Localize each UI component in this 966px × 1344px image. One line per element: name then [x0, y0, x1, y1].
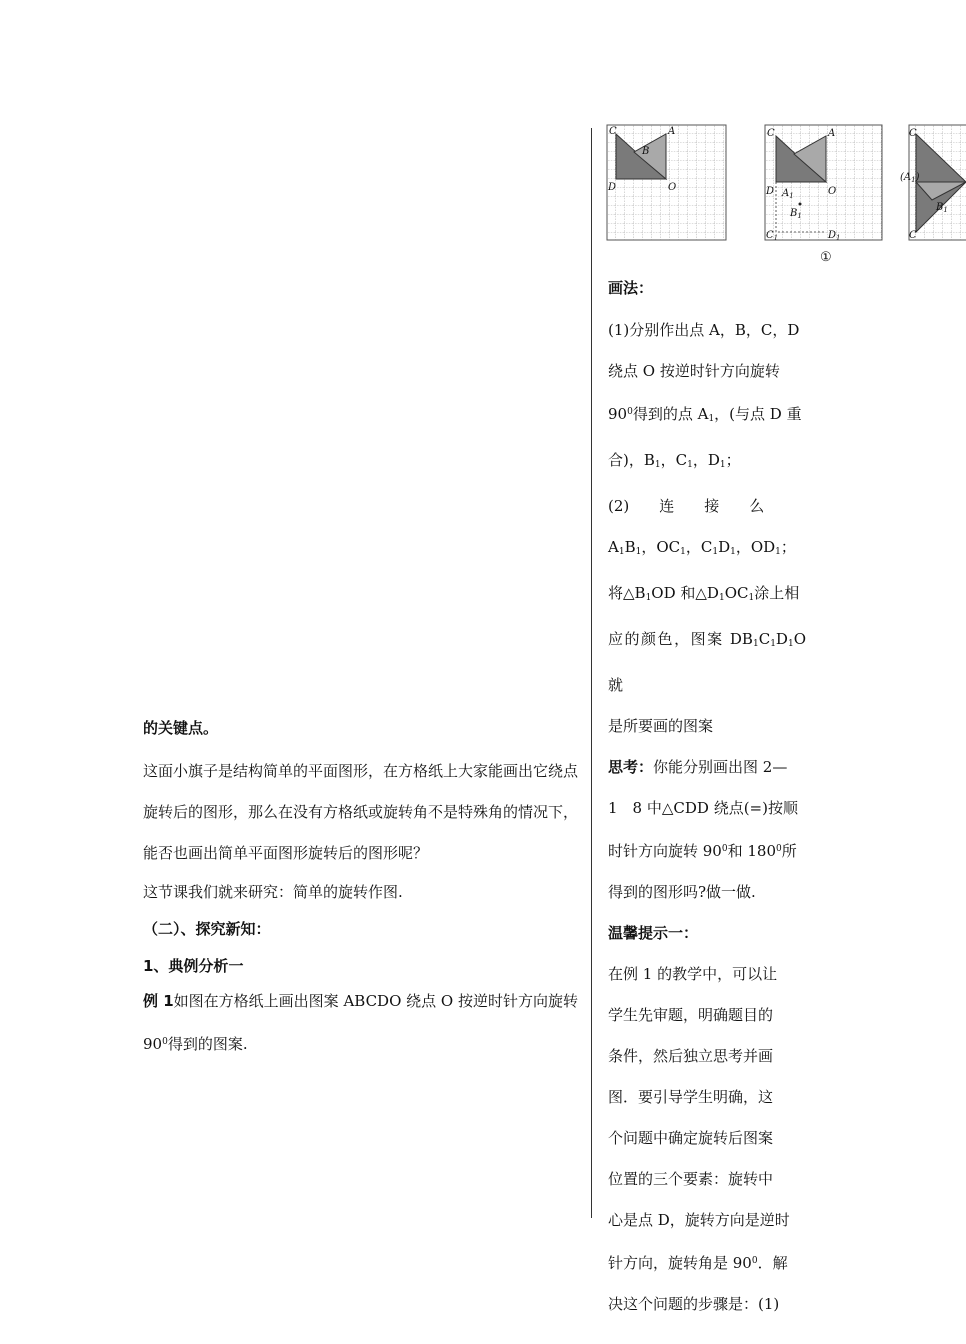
tip-line-5: 个问题中确定旋转后图案: [608, 1129, 774, 1147]
example-1-label: 例 1: [143, 992, 174, 1010]
label-c-2: C: [767, 128, 775, 139]
grid-figure-rotated-90: [764, 124, 884, 242]
step2-line-a: (2) 连 接 么: [608, 497, 765, 515]
label-c1-3: C: [909, 230, 917, 241]
label-d: D: [608, 182, 617, 193]
tip-heading: 温馨提示一：: [608, 924, 699, 942]
think-line-d: 得到的图形吗?做一做.: [608, 883, 756, 901]
label-b1-3: $B_1$: [936, 202, 948, 214]
tip-line-3: 条件，然后独立思考并画: [608, 1047, 774, 1065]
figure-caption: ①: [820, 250, 832, 265]
step1-line-d: 合)，$B_1$，$C_1$，$D_1$；: [608, 451, 741, 470]
label-c1: $C_1$: [766, 230, 779, 242]
tip-line-8: 针方向，旋转角是 $90^0$．解: [608, 1254, 788, 1272]
label-a: A: [668, 126, 676, 137]
step1-line-a: (1)分别作出点 A，B，C，D: [608, 321, 800, 339]
lesson-topic-paragraph: 这节课我们就来研究：简单的旋转作图.: [143, 883, 403, 901]
example-1-tail: 得到的图案.: [167, 1035, 248, 1053]
step3-line-c: 是所要画的图案: [608, 717, 714, 735]
left-column: [143, 718, 583, 1065]
intro-paragraph: 这面小旗子是结构简单的平面图形，在方格纸上大家能画出它绕点旋转后的图形，那么在没有方格纸或旋转角不是特殊角的情况下，能否也画出简单平面图形旋转后的图形呢？: [143, 762, 579, 862]
label-a1-paren: $(A_1)$: [900, 172, 920, 184]
label-d1: $D_1$: [828, 230, 841, 242]
think-line-a: 思考：你能分别画出图 2—: [608, 758, 788, 776]
tip-line-6: 位置的三个要素：旋转中: [608, 1170, 774, 1188]
label-c-3: C: [909, 128, 917, 139]
grid-figure-colored: [900, 124, 966, 242]
think-line-b: 1 8 中△CDD 绕点(=)按顺: [608, 799, 798, 817]
label-c: C: [609, 126, 617, 137]
rotation-figure-row: [606, 122, 950, 270]
step1-line-c: $90^0$得到的点 $A_1$，(与点 D 重: [608, 405, 802, 424]
label-d-2: D: [766, 186, 775, 197]
label-a1: $A_1$: [782, 188, 794, 200]
label-b: B: [642, 146, 650, 157]
label-o-2: O: [828, 186, 837, 197]
method-heading: 画法：: [608, 279, 654, 297]
think-line-c: 时针方向旋转 $90^0$和 $180^0$所: [608, 842, 797, 860]
grid-figure-original: [606, 124, 728, 242]
think-label: 思考：: [608, 758, 654, 776]
tip-line-4: 图．要引导学生明确，这: [608, 1088, 774, 1106]
tip-line-9: 决这个问题的步骤是：(1): [608, 1295, 780, 1313]
right-column: [608, 278, 806, 1325]
step1-line-b: 绕点 O 按逆时针方向旋转: [608, 362, 780, 380]
column-divider: [591, 128, 592, 1218]
keypoint-line: 的关键点。: [143, 719, 219, 737]
section-heading-explore: （二）、探究新知：: [143, 920, 271, 938]
example-1-text: 如图在方格纸上画出图案 ABCDO 绕点 O 按逆时针方向旋转 90: [143, 992, 578, 1053]
tip-line-2: 学生先审题，明确题目的: [608, 1006, 774, 1024]
step3-line-b: 应的颜色，图案 $DB_1C_1D_1O$ 就: [608, 630, 806, 694]
degree-mark: 0: [162, 1037, 168, 1047]
tip-line-7: 心是点 D，旋转方向是逆时: [608, 1211, 790, 1229]
tip-line-1: 在例 1 的教学中，可以让: [608, 965, 778, 983]
step3-line-a: 将$\triangle B_1OD$ 和$\triangle D_1OC_1$涂上相: [608, 584, 800, 603]
label-a-2: A: [828, 128, 836, 139]
label-b1: $B_1$: [790, 208, 802, 220]
step2-line-b: $A_1B_1$，$OC_1$，$C_1D_1$，$OD_1$；: [608, 538, 796, 557]
example-1-paragraph: [143, 981, 583, 1065]
label-o: O: [668, 182, 677, 193]
example-analysis-heading: 1、典例分析一: [143, 957, 244, 975]
